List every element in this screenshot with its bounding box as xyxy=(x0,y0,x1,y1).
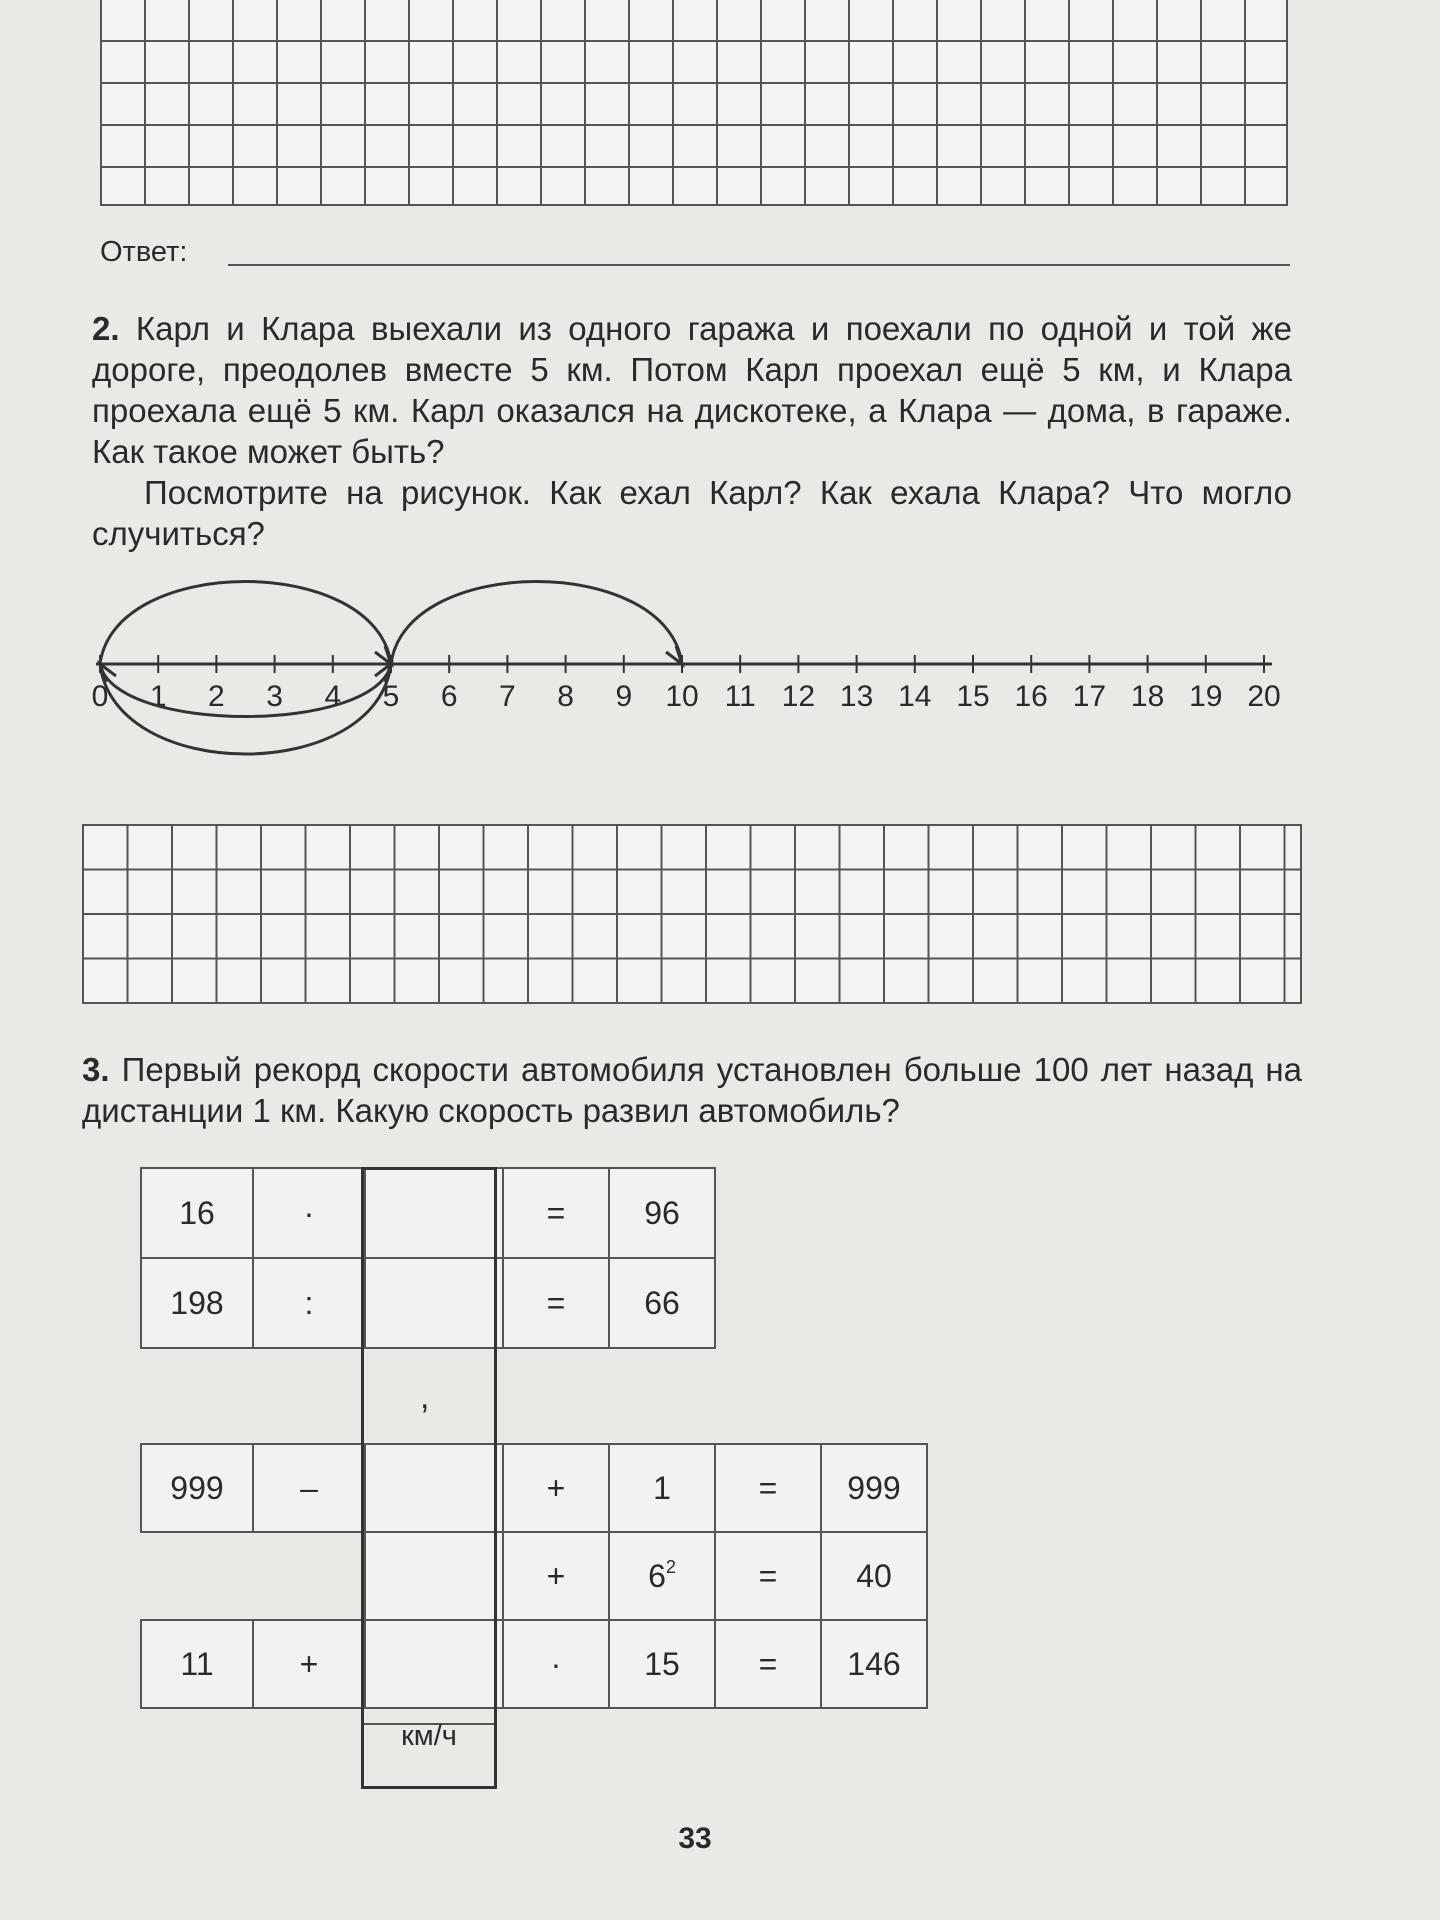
tick-label-16: 16 xyxy=(1014,680,1048,713)
puzzle-row-5 xyxy=(141,1620,927,1708)
row1-a: 16 xyxy=(141,1168,253,1258)
row5-eq: = xyxy=(715,1620,821,1708)
answer-grid-middle[interactable] xyxy=(82,824,1302,1004)
tick-label-8: 8 xyxy=(557,680,574,713)
row2-result: 66 xyxy=(609,1258,715,1348)
row1-result: 96 xyxy=(609,1168,715,1258)
puzzle-comma: , xyxy=(420,1378,430,1416)
puzzle-bottom-table xyxy=(140,1443,928,1709)
tick-label-3: 3 xyxy=(266,680,283,713)
tick-label-19: 19 xyxy=(1189,680,1223,713)
tick-label-13: 13 xyxy=(839,680,874,713)
task-2-number: 2. xyxy=(92,310,120,347)
task-3 xyxy=(82,1049,1302,1131)
row5-a: 11 xyxy=(141,1620,253,1708)
row4-b xyxy=(609,1532,715,1620)
tick-label-7: 7 xyxy=(499,680,516,713)
answer-grid-top[interactable] xyxy=(100,0,1288,206)
task-2-text-1: Карл и Клара выехали из одного гаража и поехали по одной и той же дороге, преодолев вместе 5 км. Потом Карл проехал ещё 5 км, и Клара проехала ещё 5 км. Карл оказался на дискотеке, а Клара — дома, в гараже. Как такое может быть? xyxy=(92,310,1292,470)
page-number: 33 xyxy=(678,1822,712,1855)
tick-label-14: 14 xyxy=(898,680,932,713)
tick-label-18: 18 xyxy=(1130,680,1165,713)
row3-eq: = xyxy=(715,1444,821,1532)
speed-unit-label: км/ч xyxy=(401,1720,457,1752)
row2-op: : xyxy=(253,1258,365,1348)
row1-eq: = xyxy=(503,1168,609,1258)
tick-label-11: 11 xyxy=(724,680,756,713)
task-3-number: 3. xyxy=(82,1051,110,1088)
number-line-arcs xyxy=(100,582,682,755)
row4-eq: = xyxy=(715,1532,821,1620)
tick-label-10: 10 xyxy=(665,680,699,713)
task-3-text: Первый рекорд скорости автомобиля установлен больше 100 лет назад на дистанции 1 км. Какую скорость развил автомобиль? xyxy=(82,1051,1303,1129)
task-2 xyxy=(92,308,1292,554)
tick-label-4: 4 xyxy=(324,680,342,713)
row3-result: 999 xyxy=(821,1444,927,1532)
tick-label-6: 6 xyxy=(440,680,458,713)
row5-op2: · xyxy=(503,1620,609,1708)
tick-label-0: 0 xyxy=(91,680,109,713)
row5-b: 15 xyxy=(609,1620,715,1708)
arc-below-0 xyxy=(100,664,391,717)
row3-op2: + xyxy=(503,1444,609,1532)
task-2-paragraph-2: Посмотрите на рисунок. Как ехал Карл? Как ехала Клара? Что могло случиться? xyxy=(92,474,1292,552)
answer-column-outline xyxy=(361,1167,497,1789)
answer-label: Ответ: xyxy=(100,236,188,268)
row4-op2: + xyxy=(503,1532,609,1620)
row5-op: + xyxy=(253,1620,365,1708)
row4-b-exponent: 2 xyxy=(665,1557,676,1577)
row4-b-base: 6 xyxy=(648,1558,666,1594)
row4-result: 40 xyxy=(821,1532,927,1620)
number-line-labels xyxy=(92,680,1281,713)
tick-label-15: 15 xyxy=(956,680,990,713)
tick-label-2: 2 xyxy=(208,680,225,713)
answer-row xyxy=(100,232,1290,272)
arc-above-1 xyxy=(391,582,682,665)
row3-op: – xyxy=(253,1444,365,1532)
row2-eq: = xyxy=(503,1258,609,1348)
row1-op: · xyxy=(253,1168,365,1258)
row3-b: 1 xyxy=(609,1444,715,1532)
arc-above-0 xyxy=(100,582,391,665)
tick-label-12: 12 xyxy=(781,680,816,713)
puzzle-row-4 xyxy=(141,1532,927,1620)
number-line-figure xyxy=(0,560,1440,800)
tick-label-5: 5 xyxy=(382,680,400,713)
arc-below-1 xyxy=(100,664,391,754)
row5-result: 146 xyxy=(821,1620,927,1708)
task-2-paragraph-1 xyxy=(92,308,1292,472)
tick-label-20: 20 xyxy=(1247,680,1281,713)
row3-a: 999 xyxy=(141,1444,253,1532)
tick-label-9: 9 xyxy=(615,680,633,713)
tick-label-1: 1 xyxy=(149,680,167,713)
tick-label-17: 17 xyxy=(1072,680,1107,713)
row2-a: 198 xyxy=(141,1258,253,1348)
answer-line[interactable] xyxy=(228,264,1290,266)
puzzle-row-3 xyxy=(141,1444,927,1532)
